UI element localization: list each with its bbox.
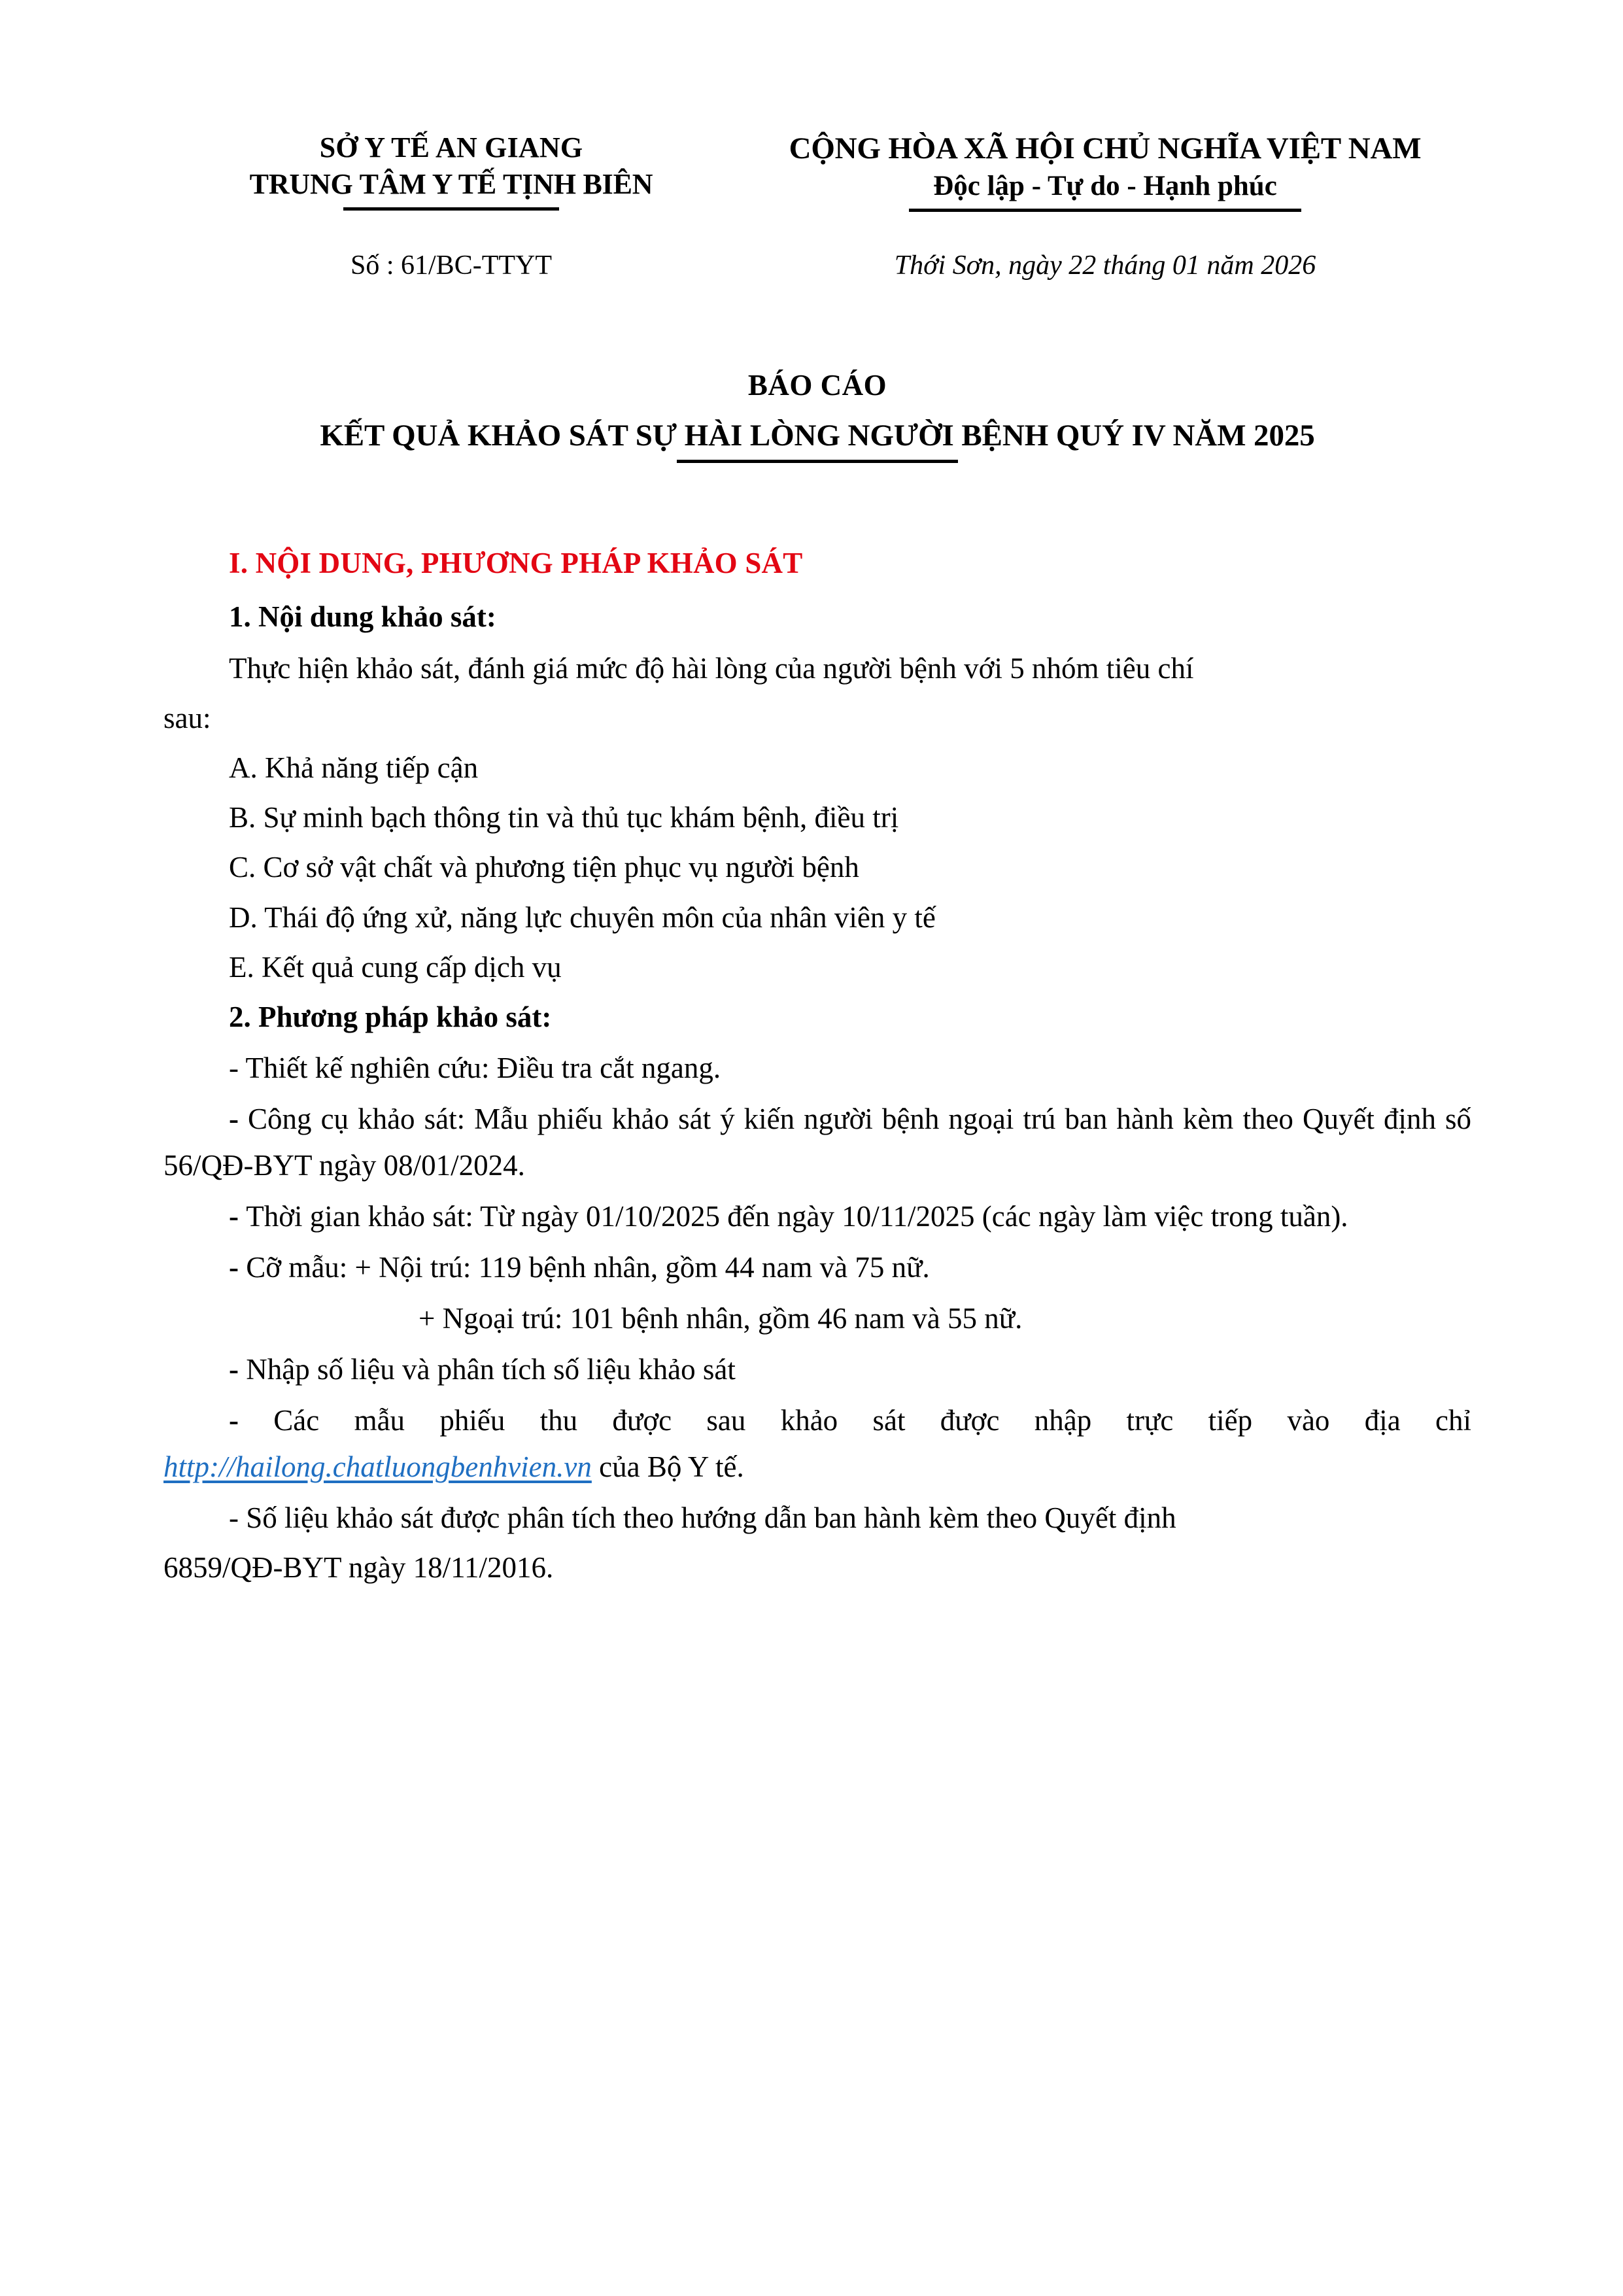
document-content xyxy=(163,0,1471,1594)
method-item-analysis-line-2: 6859/QĐ-BYT ngày 18/11/2016. xyxy=(163,1551,554,1585)
org-underline-divider xyxy=(343,207,559,211)
dash-bullet-icon: - xyxy=(229,1404,274,1437)
method-item-analysis-line-1: - Số liệu khảo sát được phân tích theo hướng dẫn ban hành kèm theo Quyết định xyxy=(229,1501,1176,1534)
criteria-item-e: E. Kết quả cung cấp dịch vụ xyxy=(229,950,562,984)
section-heading-1: I. NỘI DUNG, PHƯƠNG PHÁP KHẢO SÁT xyxy=(229,547,803,580)
org-name-label: TRUNG TÂM Y TẾ TỊNH BIÊN xyxy=(249,168,653,201)
document-number-label: Số : 61/BC-TTYT xyxy=(350,250,552,281)
method-item-data-entry xyxy=(163,1346,1471,1392)
method-item-design-text: Thiết kế nghiên cứu: Điều tra cắt ngang. xyxy=(245,1052,721,1085)
intro-paragraph-line-2: sau: xyxy=(163,701,211,734)
criteria-item-b: B. Sự minh bạch thông tin và thủ tục khám bệnh, điều trị xyxy=(229,801,899,834)
dash-bullet-icon: - xyxy=(229,1052,246,1085)
header-organization-block xyxy=(163,129,739,211)
subsection-heading-2: 2. Phương pháp khảo sát: xyxy=(229,1000,552,1033)
subsection-heading-1-1: 1. Nội dung khảo sát: xyxy=(229,600,496,634)
survey-url-link[interactable]: http://hailong.chatluongbenhvien.vn xyxy=(163,1450,592,1483)
method-item-data-entry-text: Nhập số liệu và phân tích số liệu khảo sát xyxy=(246,1353,736,1386)
method-item-sample-size xyxy=(163,1244,1471,1290)
method-item-design xyxy=(163,1045,1471,1091)
place-date-label: Thới Sơn, ngày 22 tháng 01 năm 2026 xyxy=(894,250,1316,281)
dash-bullet-icon: - xyxy=(229,1103,248,1136)
document-header xyxy=(163,129,1471,212)
method-item-instrument-text: Công cụ khảo sát: Mẫu phiếu khảo sát ý kiến người bệnh ngoại trú ban hành kèm theo Quyết định số 56/QĐ-BYT ngày 08/01/2024. xyxy=(163,1103,1472,1182)
method-item-url-suffix: của Bộ Y tế. xyxy=(599,1450,744,1483)
nation-motto-label: Độc lập - Tự do - Hạnh phúc xyxy=(933,171,1277,202)
dash-bullet-icon: - xyxy=(229,1199,247,1233)
dash-bullet-icon: - xyxy=(229,1250,247,1284)
criteria-item-d: D. Thái độ ứng xử, năng lực chuyên môn của nhân viên y tế xyxy=(229,900,936,934)
document-title-block xyxy=(163,366,1471,464)
page-title: BÁO CÁO xyxy=(747,368,887,402)
method-item-sample-size-text: Cỡ mẫu: + Nội trú: 119 bệnh nhân, gồm 44 nam và 75 nữ. xyxy=(246,1250,930,1284)
org-parent-label: SỞ Y TẾ AN GIANG xyxy=(319,131,583,163)
dash-bullet-icon: - xyxy=(229,1353,247,1386)
header-nation-block xyxy=(739,129,1471,212)
method-item-instrument xyxy=(163,1096,1471,1188)
method-item-outpatient-sample: + Ngoại trú: 101 bệnh nhân, gồm 46 nam và 55 nữ. xyxy=(419,1302,1023,1335)
method-item-url xyxy=(163,1397,1471,1489)
title-underline-divider xyxy=(677,460,958,463)
nation-title-label: CỘNG HÒA XÃ HỘI CHỦ NGHĨA VIỆT NAM xyxy=(789,131,1422,165)
method-item-period xyxy=(163,1193,1471,1239)
criteria-item-c: C. Cơ sở vật chất và phương tiện phục vụ người bệnh xyxy=(229,851,859,884)
method-item-url-prefix: Các mẫu phiếu thu được sau khảo sát được nhập trực tiếp vào địa chỉ xyxy=(273,1404,1471,1437)
document-meta-row xyxy=(163,248,1471,284)
page-subtitle: KẾT QUẢ KHẢO SÁT SỰ HÀI LÒNG NGƯỜI BỆNH QUÝ IV NĂM 2025 xyxy=(320,419,1315,453)
criteria-item-a: A. Khả năng tiếp cận xyxy=(229,751,479,785)
intro-paragraph-line-1: Thực hiện khảo sát, đánh giá mức độ hài lòng của người bệnh với 5 nhóm tiêu chí xyxy=(229,651,1194,685)
method-item-period-text: Thời gian khảo sát: Từ ngày 01/10/2025 đến ngày 10/11/2025 (các ngày làm việc trong tuần). xyxy=(246,1199,1348,1233)
document-body xyxy=(163,540,1471,1590)
motto-underline-divider xyxy=(909,209,1301,212)
